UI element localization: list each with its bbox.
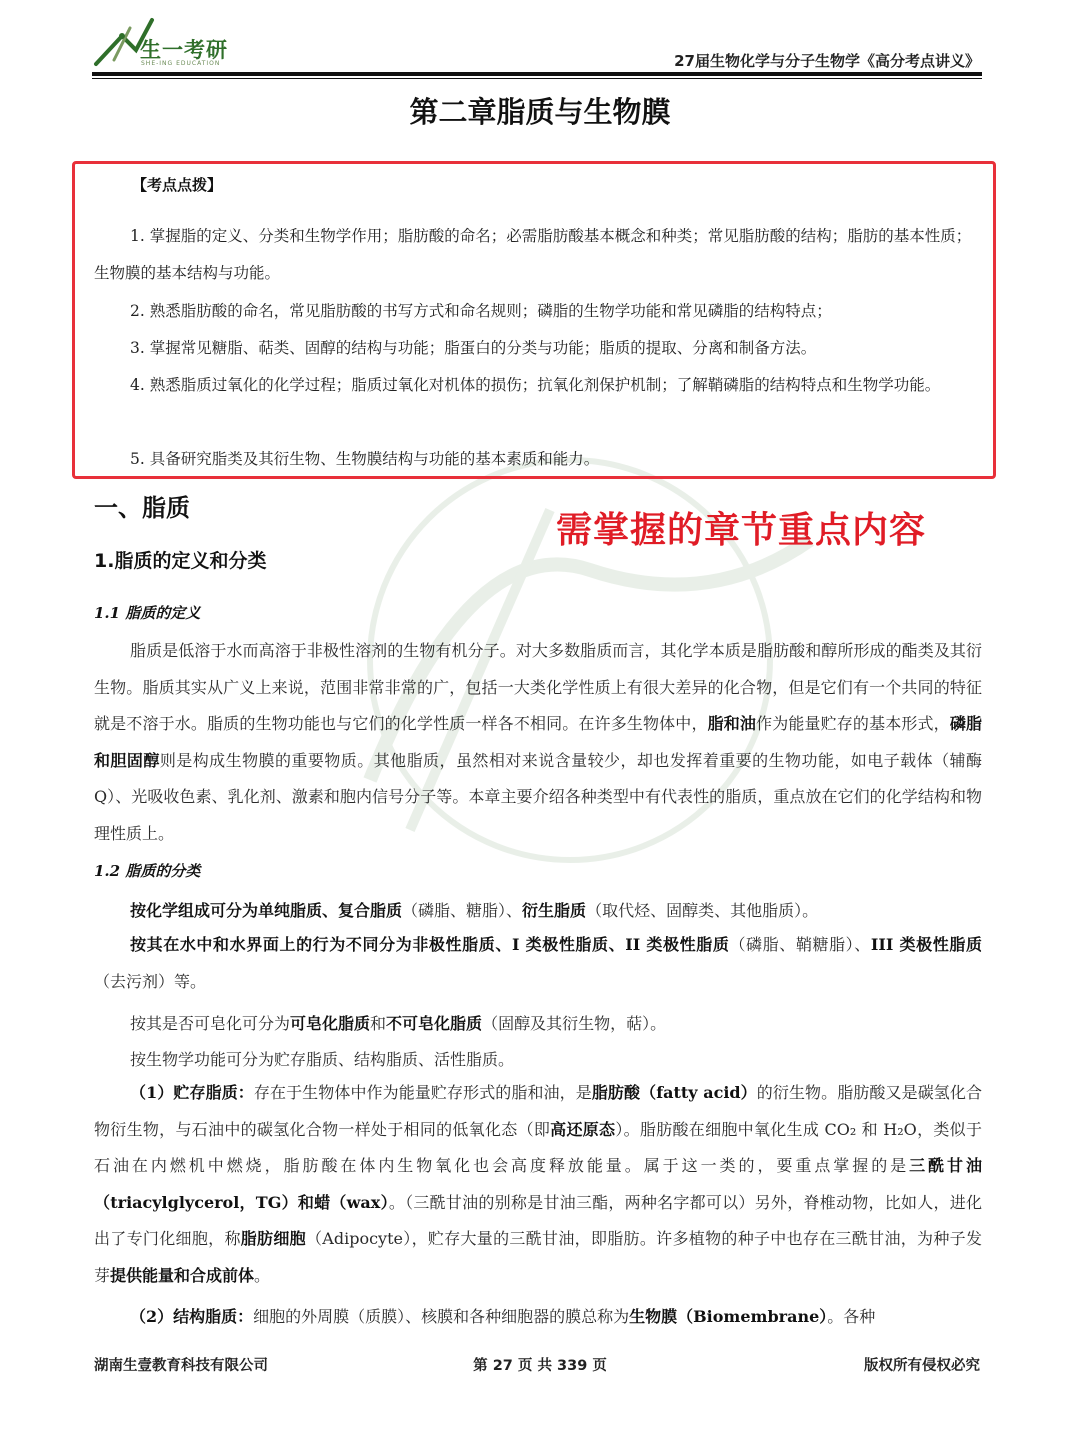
key-point-item: 5. 具备研究脂类及其衍生物、生物膜结构与功能的基本素质和能力。 — [130, 450, 600, 468]
key-points-heading: 【考点点拨】 — [132, 176, 223, 194]
structural-lipid-paragraph: （2）结构脂质：细胞的外周膜（质膜）、核膜和各种细胞器的膜总称为生物膜（Biomembrane）。各种 — [130, 1307, 876, 1326]
footer-copyright: 版权所有侵权必究 — [864, 1358, 980, 1374]
key-point-item: 4. 熟悉脂质过氧化的化学过程；脂质过氧化对机体的损伤；抗氧化剂保护机制；了解鞘磷脂的结构特点和生物学功能。 — [130, 376, 941, 394]
key-point-item: 1. 掌握脂的定义、分类和生物学作用；脂肪酸的命名；必需脂肪酸基本概念和种类；常见脂肪酸的结构；脂肪的基本性质；生物膜的基本结构与功能。 — [94, 227, 972, 282]
header-divider-thin — [92, 78, 982, 79]
subsubsection-heading: 1.2 脂质的分类 — [94, 862, 201, 880]
section-heading: 一、脂质 — [94, 494, 190, 522]
subsection-heading: 1.脂质的定义和分类 — [94, 550, 267, 572]
footer-page-number: 第 27 页 共 339 页 — [473, 1358, 607, 1374]
document-header-title: 27届生物化学与分子生物学《高分考点讲义》 — [674, 52, 980, 70]
header-divider — [92, 72, 982, 76]
definition-paragraph: 脂质是低溶于水而高溶于非极性溶剂的生物有机分子。对大多数脂质而言，其化学本质是脂肪酸和醇所形成的酯类及其衍生物。脂质其实从广义上来说，范围非常非常的广，包括一大类化学性质上有很大差异的化合物，但是它们有一个共同的特征就是不溶于水。脂质的生物功能也与它们的化学性质一样各不相同。在许多生物体中，脂和油作为能量贮存的基本形式，磷脂和胆固醇则是构成生物膜的重要物质。其他脂质，虽然相对来说含量较少，却也发挥着重要的生物功能，如电子载体（辅酶 Q）、光吸收色素、乳化剂、激素和胞内信号分子等。本章主要介绍各种类型中有代表性的脂质，重点放在它们的化学结构和物理性质上。 — [94, 641, 982, 843]
classification-paragraph: 按其在水中和水界面上的行为不同分为非极性脂质、I 类极性脂质、II 类极性脂质（磷脂、鞘糖脂）、III 类极性脂质（去污剂）等。 — [94, 935, 982, 991]
logo-text: 生一考研 — [140, 38, 228, 62]
key-point-item: 3. 掌握常见糖脂、萜类、固醇的结构与功能；脂蛋白的分类与功能；脂质的提取、分离和制备方法。 — [130, 339, 817, 357]
classification-paragraph: 按生物学功能可分为贮存脂质、结构脂质、活性脂质。 — [130, 1050, 515, 1069]
logo-subtext: SHE-ING EDUCATION — [141, 60, 221, 67]
subsubsection-heading: 1.1 脂质的定义 — [94, 604, 201, 622]
chapter-title: 第二章脂质与生物膜 — [409, 95, 671, 129]
footer-company: 湖南生壹教育科技有限公司 — [94, 1358, 268, 1374]
storage-lipid-paragraph: （1）贮存脂质：存在于生物体中作为能量贮存形式的脂和油，是脂肪酸（fatty acid）的衍生物。脂肪酸又是碳氢化合物衍生物，与石油中的碳氢化合物一样处于相同的低氧化态（即高还原态）。脂肪酸在细胞中氧化生成 CO₂ 和 H₂O，类似于石油在内燃机中燃烧，脂肪酸在体内生物氧化也会高度释放能量。属于这一类的，要重点掌握的是三酰甘油（triacylglycerol，TG）和蜡（wax）。（三酰甘油的别称是甘油三酯，两种名字都可以）另外，脊椎动物，比如人，进化出了专门化细胞，称脂肪细胞（Adipocyte），贮存大量的三酰甘油，即脂肪。许多植物的种子中也存在三酰甘油，为种子发芽提供能量和合成前体。 — [94, 1083, 982, 1285]
classification-paragraph: 按化学组成可分为单纯脂质、复合脂质（磷脂、糖脂）、衍生脂质（取代烃、固醇类、其他脂质）。 — [130, 901, 819, 920]
classification-paragraph: 按其是否可皂化可分为可皂化脂质和不可皂化脂质（固醇及其衍生物，萜）。 — [130, 1014, 667, 1033]
red-annotation-label: 需掌握的章节重点内容 — [556, 510, 927, 551]
key-point-item: 2. 熟悉脂肪酸的命名，常见脂肪酸的书写方式和命名规则；磷脂的生物学功能和常见磷脂的结构特点； — [130, 302, 832, 320]
